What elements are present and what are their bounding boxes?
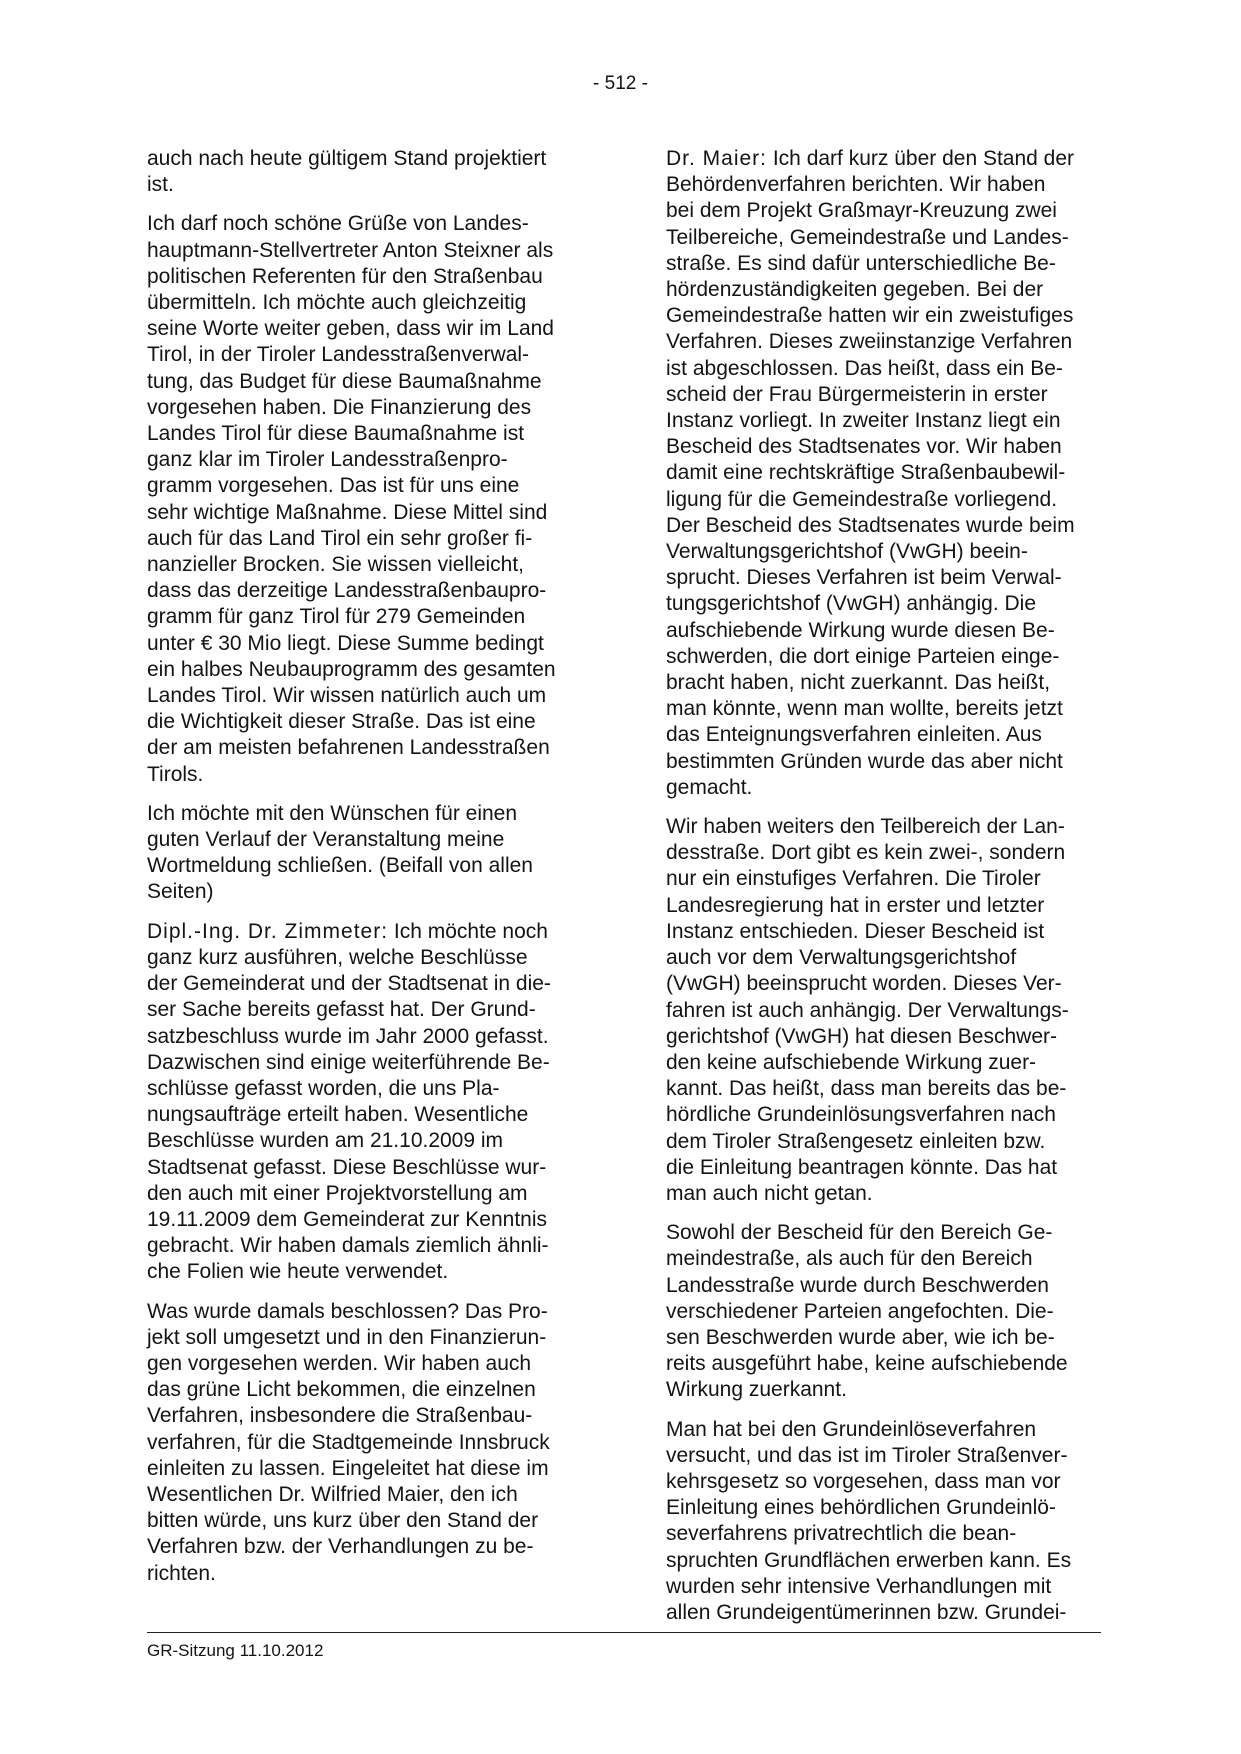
paragraph: auch nach heute gültigem Stand projektiert ist. [147, 147, 547, 197]
paragraph: Wir haben weiters den Teilbereich der Lan- desstraße. Dort gibt es kein zwei-, sondern nur ein einstufiges Verfahren. Die Tiroler Landesregierung hat in erster und letzter Instanz entschieden. Dieser Bescheid ist auch vor dem Verwaltungsgerichtshof (VwGH) beeinsprucht worden. Dieses Ver- fahren ist auch anhängig. Der Verwaltungs- gerichtshof (VwGH) hat diesen Beschwer- den keine aufschiebende Wirkung zuer- kannt. Das heißt, dass man bereits das be- hördliche Grundeinlösungsverfahren nach dem Tiroler Straßengesetz einleiten bzw. die Einleitung beantragen könnte. Das hat man auch nicht getan. [666, 815, 1069, 1205]
speaker-name: Dipl.-Ing. Dr. Zimmeter: [147, 919, 389, 943]
paragraph: Ich möchte mit den Wünschen für einen guten Verlauf der Veranstaltung meine Wortmeldung schließen. (Beifall von allen Seiten) [147, 801, 533, 904]
footer-text: GR-Sitzung 11.10.2012 [147, 1641, 324, 1660]
left-column [147, 146, 597, 1600]
paragraph-text: Ich darf kurz über den Stand der Behördenverfahren berichten. Wir haben bei dem Projekt Graßmayr-Kreuzung zwei Teilbereiche, Gemeindestraße und Landes- straße. Es sind dafür unterschiedliche Be- hördenzuständigkeiten gegeben. Bei der Gemeindestraße hatten wir ein zweistufiges Verfahren. Dieses zweiinstanzige Verfahren ist abgeschlossen. Das heißt, dass ein Be- scheid der Frau Bürgermeisterin in erster Instanz vorliegt. In zweiter Instanz liegt ein Bescheid des Stadtsenates vor. Wir haben damit eine rechtskräftige Straßenbaubewil- ligung für die Gemeindestraße vorliegend. Der Bescheid des Stadtsenates wurde beim Verwaltungsgerichtshof (VwGH) beein- sprucht. Dieses Verfahren ist beim Verwal- tungsgerichtshof (VwGH) anhängig. Die aufschiebende Wirkung wurde diesen Be- schwerden, die dort einige Parteien einge- bracht haben, nicht zuerkannt. Das heißt, man könnte, wenn man wollte, bereits jetzt das Enteignungsverfahren einleiten. Aus bestimmten Gründen wurde das aber nicht gemacht. [666, 147, 1075, 799]
footer-divider [147, 1632, 1101, 1633]
right-column [666, 146, 1116, 1639]
paragraph-text: Ich möchte noch ganz kurz ausführen, welche Beschlüsse der Gemeinderat und der Stadtsenat in die- ser Sache bereits gefasst hat. Der Grund- satzbeschluss wurde im Jahr 2000 gefasst. Dazwischen sind einige weiterführende Be- schlüsse gefasst worden, die uns Pla- nungsaufträge erteilt haben. Wesentliche Beschlüsse wurden am 21.10.2009 im Stadtsenat gefasst. Diese Beschlüsse wur- den auch mit einer Projektvorstellung am 19.11.2009 dem Gemeinderat zur Kenntnis gebracht. Wir haben damals ziemlich ähnli- che Folien wie heute verwendet. [147, 919, 551, 1284]
speaker-name: Dr. Maier: [666, 147, 768, 170]
paragraph: Sowohl der Bescheid für den Bereich Ge- meindestraße, als auch für den Bereich Landesstraße wurde durch Beschwerden verschiedener Parteien angefochten. Die- sen Beschwerden wurde aber, wie ich be- reits ausgeführt habe, keine aufschiebende Wirkung zuerkannt. [666, 1221, 1068, 1402]
paragraph [147, 919, 597, 1286]
paragraph [666, 146, 1116, 801]
page-number: - 512 - [593, 73, 648, 94]
paragraph: Ich darf noch schöne Grüße von Landes- hauptmann-Stellvertreter Anton Steixner als politischen Referenten für den Straßenbau übermitteln. Ich möchte auch gleichzeitig seine Worte weiter geben, dass wir im Land Tirol, in der Tiroler Landesstraßenverwal- tung, das Budget für diese Baumaßnahme vorgesehen haben. Die Finanzierung des Landes Tirol für diese Baumaßnahme ist ganz klar im Tiroler Landesstraßenpro- gramm vorgesehen. Das ist für uns eine sehr wichtige Maßnahme. Diese Mittel sind auch für das Land Tirol ein sehr großer fi- nanzieller Brocken. Sie wissen vielleicht, dass das derzeitige Landesstraßenbaupro- gramm für ganz Tirol für 279 Gemeinden unter € 30 Mio liegt. Diese Summe bedingt ein halbes Neubauprogramm des gesamten Landes Tirol. Wir wissen natürlich auch um die Wichtigkeit dieser Straße. Das ist eine der am meisten befahrenen Landesstraßen Tirols. [147, 212, 556, 786]
paragraph: Was wurde damals beschlossen? Das Pro- jekt soll umgesetzt und in den Finanzierun- gen vorgesehen werden. Wir haben auch das grüne Licht bekommen, die einzelnen Verfahren, insbesondere die Straßenbau- verfahren, für die Stadtgemeinde Innsbruck einleiten zu lassen. Eingeleitet hat diese im Wesentlichen Dr. Wilfried Maier, den ich bitten würde, uns kurz über den Stand der Verfahren bzw. der Verhandlungen zu be- richten. [147, 1299, 550, 1585]
paragraph: Man hat bei den Grundeinlöseverfahren versucht, und das ist im Tiroler Straßenver- kehrsgesetz so vorgesehen, dass man vor Einleitung eines behördlichen Grundeinlö- severfahrens privatrechtlich die bean- spruchten Grundflächen erwerben kann. Es wurden sehr intensive Verhandlungen mit allen Grundeigentümerinnen bzw. Grundei- [666, 1417, 1072, 1624]
